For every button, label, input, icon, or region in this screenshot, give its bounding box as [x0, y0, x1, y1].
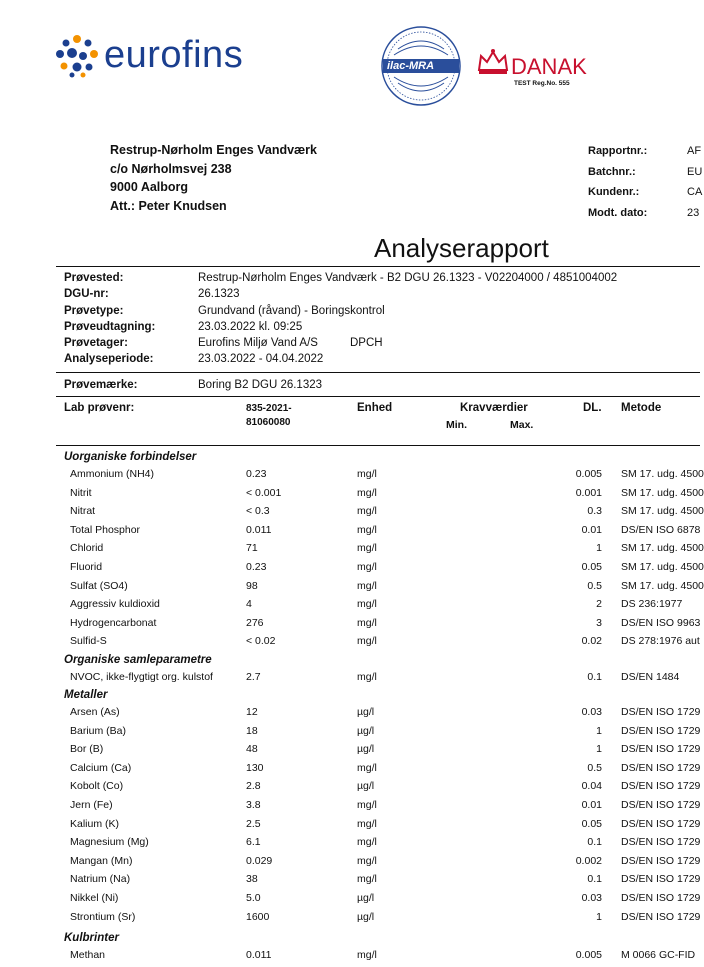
unit-value: mg/l	[357, 598, 377, 611]
parameter-name: Strontium (Sr)	[70, 910, 136, 923]
result-value: 0.23	[246, 468, 267, 480]
result-value: 2.5	[246, 817, 261, 830]
result-value: 130	[246, 761, 264, 774]
parameter-name: Methan	[70, 949, 106, 961]
table-row	[0, 505, 704, 523]
detection-limit: 0.05	[581, 817, 602, 830]
detection-limit: 1	[596, 542, 602, 555]
ref-label: Kundenr.:	[588, 186, 640, 198]
table-row	[0, 762, 700, 780]
detection-limit: 0.04	[581, 780, 602, 793]
parameter-name: Natrium (Na)	[70, 873, 131, 886]
parameter-name: Mangan (Mn)	[70, 854, 133, 867]
unit-value: mg/l	[357, 486, 377, 499]
address-line: Att.: Peter Knudsen	[110, 198, 227, 213]
table-row	[0, 818, 700, 836]
section-title: Metaller	[64, 689, 108, 701]
unit-value: mg/l	[357, 817, 377, 830]
result-value: 48	[246, 743, 258, 756]
section-title: Kulbrinter	[64, 932, 119, 944]
method-value: DS 236:1977	[621, 598, 683, 611]
method-value: DS 278:1976 aut	[621, 635, 700, 648]
page-title: Analyserapport	[374, 233, 549, 263]
result-value: 0.029	[246, 854, 273, 867]
section-title: Organiske samleparametre	[64, 654, 212, 666]
address-line: c/o Nørholmsvej 238	[110, 161, 232, 176]
unit-value: µg/l	[357, 892, 375, 904]
method-value: SM 17. udg. 4500	[621, 468, 704, 480]
unit-value: mg/l	[357, 671, 377, 683]
unit-value: µg/l	[357, 706, 375, 718]
parameter-name: Barium (Ba)	[70, 724, 127, 737]
table-row	[0, 542, 704, 560]
result-value: < 0.02	[246, 635, 276, 648]
dl-header: DL.	[583, 402, 602, 414]
unit-value: mg/l	[357, 505, 377, 518]
unit-value: mg/l	[357, 873, 377, 886]
detection-limit: 0.001	[575, 486, 602, 499]
method-value: M 0066 GC-FID	[621, 949, 696, 961]
method-value: SM 17. udg. 4500	[621, 561, 704, 573]
result-value: 0.23	[246, 561, 267, 573]
sample-mark-value: Boring B2 DGU 26.1323	[198, 379, 323, 391]
detection-limit: 0.01	[581, 523, 602, 536]
parameter-name: Ammonium (NH4)	[70, 468, 155, 480]
info-label: Prøvetager:	[64, 337, 128, 349]
table-row	[0, 911, 700, 929]
sample-number: 835-2021-	[246, 403, 292, 414]
unit-value: mg/l	[357, 799, 377, 811]
parameter-name: Aggressiv kuldioxid	[70, 598, 160, 611]
divider	[56, 372, 700, 373]
result-value: 276	[246, 616, 264, 629]
parameter-name: Kalium (K)	[70, 817, 120, 830]
table-row	[0, 524, 700, 542]
result-value: 98	[246, 579, 258, 592]
ref-value: AF	[687, 145, 702, 157]
unit-value: µg/l	[357, 743, 375, 756]
table-row	[0, 671, 700, 689]
info-label: Prøvetype:	[64, 305, 124, 317]
parameter-name: Sulfat (SO4)	[70, 579, 128, 592]
table-row	[0, 617, 700, 635]
method-value: SM 17. udg. 4500	[621, 505, 704, 518]
ref-value: EU	[687, 166, 703, 178]
parameter-name: Chlorid	[70, 542, 104, 555]
table-row	[0, 635, 700, 653]
unit-value: mg/l	[357, 579, 377, 592]
info-label: Prøvested:	[64, 272, 124, 284]
detection-limit: 3	[596, 616, 602, 629]
parameter-name: Fluorid	[70, 561, 103, 573]
parameter-name: Jern (Fe)	[70, 799, 113, 811]
result-value: 38	[246, 873, 258, 886]
unit-value: mg/l	[357, 635, 377, 648]
info-label: Prøveudtagning:	[64, 321, 156, 333]
detection-limit: 0.5	[587, 761, 602, 774]
ref-label: Rapportnr.:	[588, 145, 648, 157]
info-value: Restrup-Nørholm Enges Vandværk - B2 DGU 26.1323 - V02204000 / 4851004002	[198, 272, 618, 284]
method-value: DS/EN ISO 1729	[621, 817, 701, 830]
method-value: SM 17. udg. 4500	[621, 579, 704, 592]
crown-icon	[476, 48, 510, 76]
table-row	[0, 561, 704, 579]
result-value: 5.0	[246, 892, 261, 904]
parameter-name: Nitrit	[70, 486, 92, 499]
parameter-name: Nitrat	[70, 505, 96, 518]
result-value: 18	[246, 724, 258, 737]
table-row	[0, 468, 704, 486]
ilac-mra-seal	[380, 25, 462, 107]
ilac-text: ilac-MRA	[387, 60, 435, 72]
table-row	[0, 579, 704, 598]
section-title: Uorganiske forbindelser	[64, 451, 197, 463]
danak-text: DANAK	[511, 54, 587, 79]
parameter-name: NVOC, ikke-flygtigt org. kulstof	[70, 671, 213, 683]
table-row	[0, 892, 700, 910]
table-row	[0, 706, 700, 724]
result-value: 3.8	[246, 799, 261, 811]
unit-value: mg/l	[357, 836, 377, 849]
parameter-name: Arsen (As)	[70, 706, 120, 718]
detection-limit: 0.1	[587, 873, 602, 886]
result-value: 2.7	[246, 671, 261, 683]
table-row	[0, 598, 700, 616]
method-value: DS/EN ISO 1729	[621, 761, 701, 774]
detection-limit: 0.03	[581, 706, 602, 718]
info-value: 26.1323	[198, 288, 240, 300]
max-header: Max.	[510, 419, 534, 431]
result-value: < 0.001	[246, 486, 282, 499]
sample-number: 81060080	[246, 417, 291, 428]
result-value: 1600	[246, 910, 270, 923]
method-value: DS/EN ISO 1729	[621, 910, 701, 923]
info-label: Analyseperiode:	[64, 353, 154, 365]
method-value: DS/EN ISO 1729	[621, 873, 701, 886]
table-row	[0, 486, 704, 505]
detection-limit: 0.002	[575, 854, 602, 867]
result-value: 12	[246, 706, 258, 718]
address-line: 9000 Aalborg	[110, 180, 189, 194]
address-line: Restrup-Nørholm Enges Vandværk	[110, 143, 317, 157]
detection-limit: 0.02	[581, 635, 602, 648]
detection-limit: 0.1	[587, 671, 602, 683]
table-row	[0, 780, 700, 798]
unit-value: mg/l	[357, 542, 377, 555]
result-value: 2.8	[246, 780, 261, 793]
info-label: DGU-nr:	[64, 288, 109, 300]
detection-limit: 2	[596, 598, 602, 611]
unit-value: µg/l	[357, 780, 375, 793]
detection-limit: 0.01	[581, 799, 602, 811]
detection-limit: 0.05	[581, 561, 602, 573]
table-row	[0, 949, 700, 967]
method-value: DS/EN ISO 1729	[621, 706, 701, 718]
result-value: 71	[246, 542, 258, 555]
detection-limit: 0.005	[575, 949, 602, 961]
result-value: 4	[246, 598, 252, 611]
unit-value: µg/l	[357, 724, 375, 737]
parameter-name: Kobolt (Co)	[70, 780, 124, 793]
info-value: Grundvand (råvand) - Boringskontrol	[198, 305, 385, 317]
method-value: DS/EN ISO 1729	[621, 836, 701, 849]
parameter-name: Sulfid-S	[70, 635, 107, 648]
divider	[56, 396, 700, 397]
result-value: 0.011	[246, 949, 272, 961]
parameter-name: Magnesium (Mg)	[70, 836, 149, 849]
method-value: DS/EN ISO 1729	[621, 854, 701, 867]
detection-limit: 0.005	[575, 468, 602, 480]
sample-mark-label: Prøvemærke:	[64, 379, 138, 391]
info-value: 23.03.2022 - 04.04.2022	[198, 353, 324, 365]
unit-value: mg/l	[357, 468, 377, 480]
result-value: 0.011	[246, 523, 272, 536]
ref-value: CA	[687, 186, 703, 198]
divider	[56, 445, 700, 446]
divider	[56, 266, 700, 267]
unit-value: µg/l	[357, 910, 375, 923]
eurofins-mark-icon	[54, 34, 100, 78]
unit-value: mg/l	[357, 616, 377, 629]
table-row	[0, 855, 700, 873]
min-header: Min.	[446, 419, 467, 431]
unit-value: mg/l	[357, 949, 377, 961]
method-value: SM 17. udg. 4500	[621, 486, 704, 499]
table-row	[0, 873, 700, 891]
method-value: DS/EN ISO 1729	[621, 799, 701, 811]
requirements-header: Kravværdier	[460, 402, 528, 414]
detection-limit: 0.03	[581, 892, 602, 904]
method-value: DS/EN ISO 1729	[621, 724, 701, 737]
detection-limit: 0.1	[587, 836, 602, 849]
lab-sample-header: Lab prøvenr:	[64, 402, 135, 414]
table-row	[0, 743, 700, 761]
detection-limit: 1	[596, 724, 602, 737]
unit-value: mg/l	[357, 523, 377, 536]
info-value: Eurofins Miljø Vand A/S	[198, 337, 318, 349]
method-value: DS/EN ISO 6878	[621, 523, 701, 536]
ref-value: 23	[687, 207, 700, 219]
result-value: < 0.3	[246, 505, 270, 518]
unit-value: mg/l	[357, 761, 377, 774]
table-row	[0, 799, 700, 817]
detection-limit: 0.3	[587, 505, 602, 518]
ref-label: Modt. dato:	[588, 207, 648, 219]
method-header: Metode	[621, 402, 662, 414]
detection-limit: 0.5	[587, 579, 602, 592]
unit-value: mg/l	[357, 854, 377, 867]
parameter-name: Bor (B)	[70, 743, 104, 756]
method-value: DS/EN 1484	[621, 671, 680, 683]
method-value: SM 17. udg. 4500	[621, 542, 704, 555]
parameter-name: Hydrogencarbonat	[70, 616, 157, 629]
method-value: DS/EN ISO 9963	[621, 616, 701, 629]
parameter-name: Calcium (Ca)	[70, 761, 132, 774]
method-value: DS/EN ISO 1729	[621, 892, 701, 904]
danak-registration: TEST Reg.No. 555	[514, 80, 570, 87]
parameter-name: Nikkel (Ni)	[70, 892, 119, 904]
detection-limit: 1	[596, 910, 602, 923]
result-value: 6.1	[246, 836, 261, 849]
unit-value: mg/l	[357, 561, 377, 573]
info-value: 23.03.2022 kl. 09:25	[198, 321, 303, 333]
parameter-name: Total Phosphor	[70, 523, 141, 536]
table-row	[0, 725, 700, 743]
method-value: DS/EN ISO 1729	[621, 743, 701, 756]
logo-text: eurofins	[104, 34, 244, 76]
recipient-address	[110, 141, 317, 215]
unit-header: Enhed	[357, 402, 393, 414]
ref-label: Batchnr.:	[588, 166, 636, 178]
detection-limit: 1	[596, 743, 602, 756]
table-row	[0, 836, 700, 854]
method-value: DS/EN ISO 1729	[621, 780, 701, 793]
info-extra: DPCH	[350, 337, 383, 349]
